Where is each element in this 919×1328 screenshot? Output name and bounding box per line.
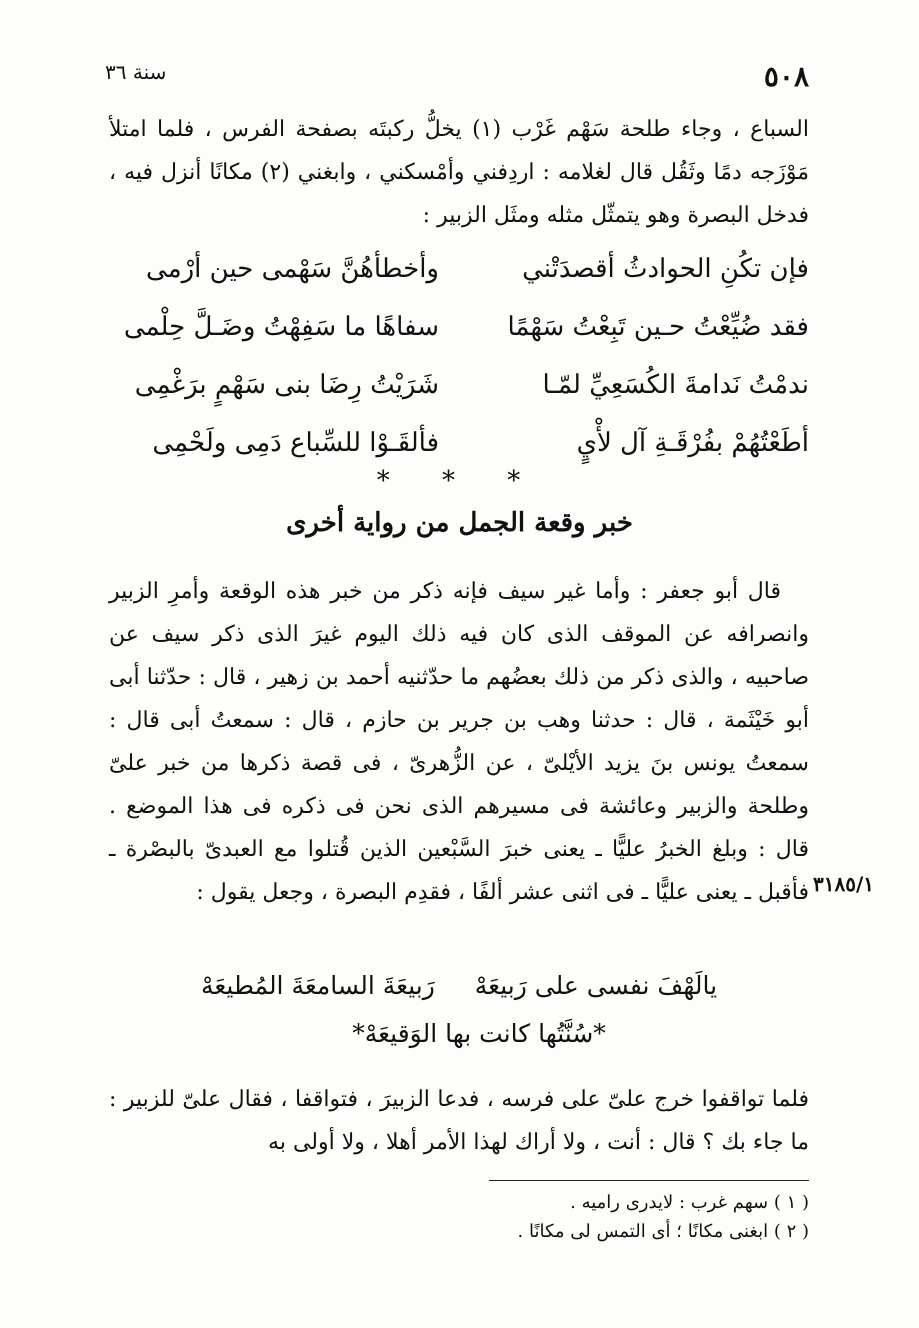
- verse-first-hemistich: فقد ضُيِّعْتُ حـين تَبِعْتُ سَهْمًا: [507, 312, 809, 342]
- closing-paragraph: [109, 1078, 809, 1164]
- footnote-rule: [489, 1180, 809, 1181]
- main-text: قال أبو جعفر : وأما غير سيف فإنه ذكر من خبر هذه الوقعة وأمرِ الزبير وانصرافه عن الموقف الذى كان فيه ذلك اليوم غيرَ الذى ذكر سيف عن صاحبيه ، والذى ذكر من ذلك بعضُهم ما حدّثنيه أحمد بن زهير ، قال : حدّثنا أبى أبو خَيْثَمة ، قال : حدثنا وهب بن جرير بن حازم ، قال : سمعتُ أبى قال : سمعتُ يونس بنَ يزيد الأيْلىّ ، عن الزُّهرىّ ، فى قصة ذكرها من خبر علىّ وطلحة والزبير وعائشة فى مسيرهم الذى نحن فى ذكره فى هذا الموضع . قال : وبلغ الخبرُ عليًّا ـ يعنى خبرَ السَّبْعين الذين قُتلوا مع العبدىّ بالبصْرة ـ فأقبل ـ يعنى عليًّا ـ فى اثنى عشر ألفًا ، فقدِم البصرة ، وجعل يقول :: [109, 579, 809, 905]
- verse-line: [109, 356, 809, 414]
- verse-second-hemistich: سفاهًا ما سَفِهْتُ وضَـلَّ حِلْمى: [123, 312, 439, 342]
- verse-second-hemistich: شَرَيْتُ رِضَا بنى سَهْمٍ برَغْمِى: [134, 370, 439, 400]
- verse-line: [109, 240, 809, 298]
- verse-first-hemistich: فإن تكُنِ الحوادثُ أقصدَتْني: [522, 254, 809, 284]
- rajaz-part: يالَهْفَ نفسى على رَبيعَهْ: [474, 971, 718, 1000]
- verse-first-hemistich: أطَعْتُهُمْ بفُرْقَـةِ آل لأْيٍ: [576, 428, 809, 458]
- intro-paragraph: [109, 108, 809, 237]
- rajaz-line: *سُنَّتُها كانت بها الوَقيعَهْ*: [352, 1019, 606, 1048]
- page-number: ٥٠٨: [763, 60, 809, 93]
- footnotes: [109, 1188, 809, 1246]
- rajaz-part: رَبيعَةَ السامعَةَ المُطيعَهْ: [200, 971, 435, 1000]
- verse-line: [109, 298, 809, 356]
- year-label: سنة ٣٦: [105, 60, 167, 84]
- footnote: ( ١ ) سهم غرب : لايدرى راميه .: [570, 1192, 809, 1213]
- intro-text: السباع ، وجاء طلحة سَهْم غَرْب (١) يخلُّ ركبتَه بصفحة الفرس ، فلما امتلأ مَوْزَجه دمًا وثَقُل قال لغلامه : اردِفني وأمْسكني ، وابغني (٢) مكانًا أنزل فيه ، فدخل البصرة وهو يتمثّل مثله ومثَل الزبير :: [109, 117, 809, 228]
- section-separator: * * *: [376, 466, 543, 496]
- footnote: ( ٢ ) ابغنى مكانًا ؛ أى التمس لى مكانًا .: [517, 1221, 809, 1242]
- verse-first-hemistich: ندمْتُ نَدامةَ الكُسَعِيِّ لمّـا: [542, 370, 809, 400]
- verse-second-hemistich: وأخطأهُنَّ سَهْمى حين أرْمى: [146, 254, 439, 284]
- verse-line: [109, 414, 809, 472]
- main-paragraph: [109, 570, 809, 914]
- page-header: [105, 58, 809, 98]
- closing-text: فلما تواقفوا خرج علىّ على فرسه ، فدعا الزبيرَ ، فتواقفا ، فقال علىّ للزبير : ما جاء بك ؟ قال : أنت ، ولا أراك لهذا الأمر أهلا ، ولا أولى به: [109, 1087, 809, 1155]
- verse-second-hemistich: فألقَـوْا للسِّباع دَمِى ولَحْمِى: [152, 428, 439, 458]
- rajaz-verse: [109, 962, 809, 1058]
- rajaz-line: [109, 962, 809, 1010]
- section-title: خبر وقعة الجمل من رواية أخرى: [286, 508, 633, 538]
- poem: [109, 240, 809, 472]
- margin-reference: ٣١٨٥/١: [812, 872, 874, 896]
